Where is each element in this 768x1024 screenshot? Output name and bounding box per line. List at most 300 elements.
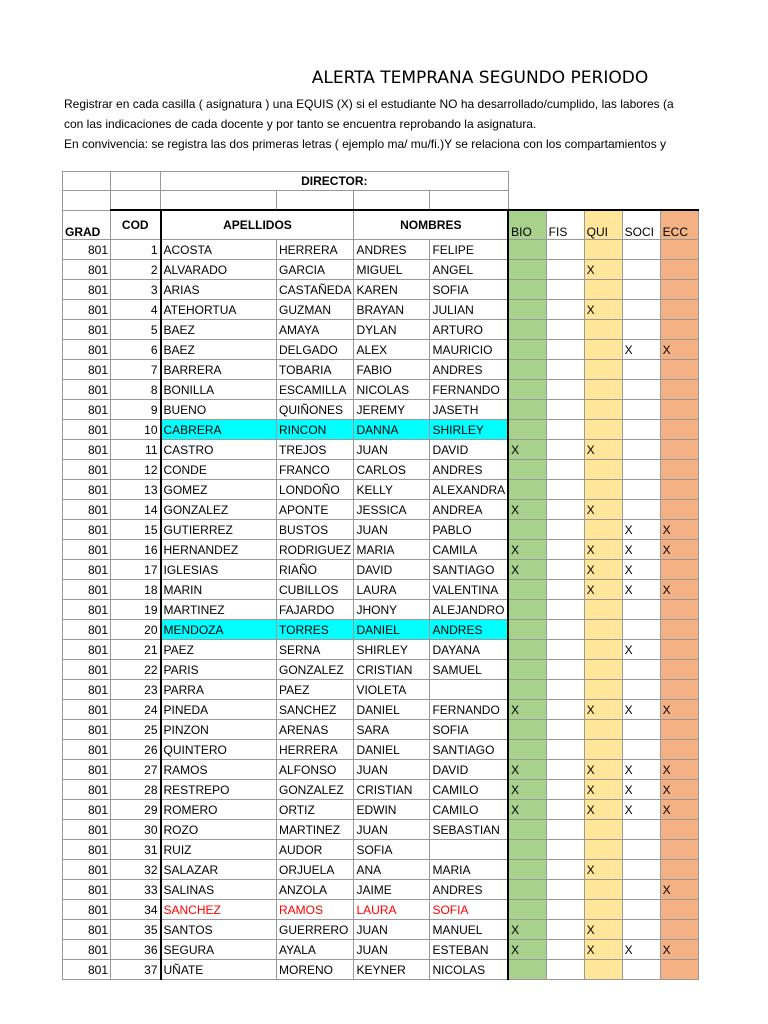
first-name-cell[interactable]: EDWIN [354, 800, 430, 820]
first-name-cell[interactable]: FABIO [354, 360, 430, 380]
grad-cell[interactable]: 801 [63, 620, 111, 640]
second-name-cell[interactable]: ANGEL [430, 260, 508, 280]
grad-cell[interactable]: 801 [63, 440, 111, 460]
second-name-cell[interactable]: ESTEBAN [430, 940, 508, 960]
mark-cell-fis[interactable] [546, 720, 584, 740]
first-surname-cell[interactable]: MARIN [161, 580, 277, 600]
mark-cell-soci[interactable] [622, 880, 660, 900]
mark-cell-fis[interactable] [546, 880, 584, 900]
grad-cell[interactable]: 801 [63, 420, 111, 440]
mark-cell-soci[interactable] [622, 820, 660, 840]
grad-cell[interactable]: 801 [63, 500, 111, 520]
mark-cell-bio[interactable] [508, 740, 546, 760]
second-surname-cell[interactable]: MARTINEZ [277, 820, 354, 840]
first-name-cell[interactable]: LAURA [354, 580, 430, 600]
grad-cell[interactable]: 801 [63, 780, 111, 800]
mark-cell-qui[interactable]: X [584, 780, 622, 800]
cod-cell[interactable]: 25 [111, 720, 161, 740]
mark-cell-bio[interactable]: X [508, 920, 546, 940]
mark-cell-qui[interactable]: X [584, 800, 622, 820]
first-name-cell[interactable]: JHONY [354, 600, 430, 620]
second-surname-cell[interactable]: RAMOS [277, 900, 354, 920]
mark-cell-qui[interactable] [584, 720, 622, 740]
grad-cell[interactable]: 801 [63, 280, 111, 300]
cod-cell[interactable]: 19 [111, 600, 161, 620]
mark-cell-fis[interactable] [546, 320, 584, 340]
mark-cell-qui[interactable] [584, 420, 622, 440]
mark-cell-soci[interactable] [622, 420, 660, 440]
mark-cell-qui[interactable] [584, 360, 622, 380]
mark-cell-soci[interactable] [622, 360, 660, 380]
mark-cell-fis[interactable] [546, 760, 584, 780]
mark-cell-fis[interactable] [546, 640, 584, 660]
cod-cell[interactable]: 36 [111, 940, 161, 960]
mark-cell-ecc[interactable] [660, 480, 698, 500]
cod-cell[interactable]: 34 [111, 900, 161, 920]
second-surname-cell[interactable]: AYALA [277, 940, 354, 960]
mark-cell-bio[interactable] [508, 720, 546, 740]
second-name-cell[interactable]: ARTURO [430, 320, 508, 340]
grad-cell[interactable]: 801 [63, 800, 111, 820]
cell[interactable] [430, 191, 508, 211]
mark-cell-fis[interactable] [546, 580, 584, 600]
first-name-cell[interactable]: DAVID [354, 560, 430, 580]
second-surname-cell[interactable]: BUSTOS [277, 520, 354, 540]
grad-cell[interactable]: 801 [63, 960, 111, 980]
mark-cell-qui[interactable] [584, 960, 622, 980]
first-surname-cell[interactable]: IGLESIAS [161, 560, 277, 580]
first-name-cell[interactable]: ANA [354, 860, 430, 880]
mark-cell-qui[interactable] [584, 740, 622, 760]
cod-cell[interactable]: 23 [111, 680, 161, 700]
first-surname-cell[interactable]: SANTOS [161, 920, 277, 940]
mark-cell-bio[interactable] [508, 820, 546, 840]
second-name-cell[interactable]: SOFIA [430, 900, 508, 920]
second-surname-cell[interactable]: GONZALEZ [277, 780, 354, 800]
cod-cell[interactable]: 9 [111, 400, 161, 420]
first-surname-cell[interactable]: RUIZ [161, 840, 277, 860]
cod-cell[interactable]: 32 [111, 860, 161, 880]
grad-cell[interactable]: 801 [63, 400, 111, 420]
second-surname-cell[interactable]: MORENO [277, 960, 354, 980]
first-name-cell[interactable]: KEYNER [354, 960, 430, 980]
mark-cell-qui[interactable] [584, 480, 622, 500]
mark-cell-soci[interactable] [622, 260, 660, 280]
first-name-cell[interactable]: VIOLETA [354, 680, 430, 700]
mark-cell-fis[interactable] [546, 820, 584, 840]
first-surname-cell[interactable]: PARIS [161, 660, 277, 680]
mark-cell-qui[interactable]: X [584, 500, 622, 520]
mark-cell-qui[interactable] [584, 840, 622, 860]
mark-cell-bio[interactable]: X [508, 500, 546, 520]
mark-cell-ecc[interactable] [660, 680, 698, 700]
mark-cell-fis[interactable] [546, 400, 584, 420]
first-name-cell[interactable]: SARA [354, 720, 430, 740]
mark-cell-qui[interactable]: X [584, 560, 622, 580]
mark-cell-fis[interactable] [546, 300, 584, 320]
cod-cell[interactable]: 16 [111, 540, 161, 560]
mark-cell-bio[interactable] [508, 320, 546, 340]
grad-cell[interactable]: 801 [63, 460, 111, 480]
second-name-cell[interactable]: MANUEL [430, 920, 508, 940]
mark-cell-soci[interactable]: X [622, 560, 660, 580]
mark-cell-qui[interactable] [584, 240, 622, 260]
mark-cell-ecc[interactable] [660, 320, 698, 340]
second-name-cell[interactable]: ANDRES [430, 620, 508, 640]
mark-cell-fis[interactable] [546, 940, 584, 960]
cell[interactable] [111, 172, 161, 191]
mark-cell-qui[interactable] [584, 400, 622, 420]
first-surname-cell[interactable]: SANCHEZ [161, 900, 277, 920]
cod-cell[interactable]: 33 [111, 880, 161, 900]
first-surname-cell[interactable]: SEGURA [161, 940, 277, 960]
cod-cell[interactable]: 14 [111, 500, 161, 520]
mark-cell-qui[interactable]: X [584, 860, 622, 880]
mark-cell-ecc[interactable]: X [660, 700, 698, 720]
mark-cell-fis[interactable] [546, 860, 584, 880]
mark-cell-ecc[interactable]: X [660, 520, 698, 540]
mark-cell-soci[interactable] [622, 620, 660, 640]
grad-cell[interactable]: 801 [63, 580, 111, 600]
cod-cell[interactable]: 30 [111, 820, 161, 840]
grad-cell[interactable]: 801 [63, 740, 111, 760]
second-surname-cell[interactable]: RIAÑO [277, 560, 354, 580]
cod-cell[interactable]: 22 [111, 660, 161, 680]
cell[interactable] [63, 172, 111, 191]
mark-cell-bio[interactable] [508, 900, 546, 920]
second-name-cell[interactable]: ALEXANDRA [430, 480, 508, 500]
mark-cell-bio[interactable] [508, 460, 546, 480]
mark-cell-ecc[interactable] [660, 300, 698, 320]
first-surname-cell[interactable]: CASTRO [161, 440, 277, 460]
second-surname-cell[interactable]: FAJARDO [277, 600, 354, 620]
first-name-cell[interactable]: ALEX [354, 340, 430, 360]
mark-cell-bio[interactable] [508, 600, 546, 620]
mark-cell-fis[interactable] [546, 680, 584, 700]
first-name-cell[interactable]: JUAN [354, 920, 430, 940]
cod-cell[interactable]: 10 [111, 420, 161, 440]
first-name-cell[interactable]: KAREN [354, 280, 430, 300]
mark-cell-ecc[interactable] [660, 860, 698, 880]
mark-cell-fis[interactable] [546, 280, 584, 300]
mark-cell-fis[interactable] [546, 600, 584, 620]
second-name-cell[interactable]: FERNANDO [430, 380, 508, 400]
mark-cell-fis[interactable] [546, 700, 584, 720]
grad-cell[interactable]: 801 [63, 820, 111, 840]
cod-cell[interactable]: 12 [111, 460, 161, 480]
mark-cell-fis[interactable] [546, 340, 584, 360]
grad-cell[interactable]: 801 [63, 560, 111, 580]
second-name-cell[interactable]: CAMILO [430, 780, 508, 800]
cod-cell[interactable]: 3 [111, 280, 161, 300]
cod-cell[interactable]: 28 [111, 780, 161, 800]
cod-cell[interactable]: 15 [111, 520, 161, 540]
second-surname-cell[interactable]: RODRIGUEZ [277, 540, 354, 560]
mark-cell-ecc[interactable] [660, 820, 698, 840]
second-surname-cell[interactable]: CUBILLOS [277, 580, 354, 600]
mark-cell-bio[interactable] [508, 520, 546, 540]
second-surname-cell[interactable]: GONZALEZ [277, 660, 354, 680]
mark-cell-bio[interactable] [508, 360, 546, 380]
first-surname-cell[interactable]: PAEZ [161, 640, 277, 660]
mark-cell-ecc[interactable] [660, 500, 698, 520]
cod-cell[interactable]: 11 [111, 440, 161, 460]
mark-cell-qui[interactable] [584, 820, 622, 840]
mark-cell-ecc[interactable] [660, 920, 698, 940]
first-name-cell[interactable]: JESSICA [354, 500, 430, 520]
second-name-cell[interactable]: DAVID [430, 760, 508, 780]
mark-cell-fis[interactable] [546, 240, 584, 260]
cod-cell[interactable]: 35 [111, 920, 161, 940]
grad-cell[interactable]: 801 [63, 480, 111, 500]
second-name-cell[interactable]: FERNANDO [430, 700, 508, 720]
mark-cell-bio[interactable] [508, 400, 546, 420]
first-name-cell[interactable]: MARIA [354, 540, 430, 560]
cell[interactable] [63, 191, 111, 211]
first-name-cell[interactable]: DANIEL [354, 700, 430, 720]
second-name-cell[interactable]: SANTIAGO [430, 740, 508, 760]
first-name-cell[interactable]: JUAN [354, 760, 430, 780]
second-surname-cell[interactable]: ANZOLA [277, 880, 354, 900]
mark-cell-bio[interactable]: X [508, 800, 546, 820]
grad-cell[interactable]: 801 [63, 700, 111, 720]
second-name-cell[interactable] [430, 840, 508, 860]
second-surname-cell[interactable]: CASTAÑEDA [277, 280, 354, 300]
mark-cell-soci[interactable] [622, 860, 660, 880]
second-name-cell[interactable]: SHIRLEY [430, 420, 508, 440]
grad-cell[interactable]: 801 [63, 640, 111, 660]
mark-cell-fis[interactable] [546, 520, 584, 540]
mark-cell-soci[interactable] [622, 240, 660, 260]
first-name-cell[interactable]: JUAN [354, 820, 430, 840]
mark-cell-fis[interactable] [546, 840, 584, 860]
mark-cell-bio[interactable] [508, 960, 546, 980]
mark-cell-ecc[interactable] [660, 640, 698, 660]
second-name-cell[interactable]: ANDRES [430, 460, 508, 480]
second-surname-cell[interactable]: AUDOR [277, 840, 354, 860]
second-name-cell[interactable]: ANDRES [430, 360, 508, 380]
first-surname-cell[interactable]: BONILLA [161, 380, 277, 400]
second-name-cell[interactable]: SOFIA [430, 280, 508, 300]
grad-cell[interactable]: 801 [63, 340, 111, 360]
mark-cell-fis[interactable] [546, 620, 584, 640]
second-surname-cell[interactable]: HERRERA [277, 240, 354, 260]
second-surname-cell[interactable]: GUERRERO [277, 920, 354, 940]
second-surname-cell[interactable]: DELGADO [277, 340, 354, 360]
mark-cell-soci[interactable] [622, 280, 660, 300]
mark-cell-ecc[interactable] [660, 240, 698, 260]
second-name-cell[interactable]: MARIA [430, 860, 508, 880]
cod-cell[interactable]: 2 [111, 260, 161, 280]
second-name-cell[interactable]: CAMILO [430, 800, 508, 820]
grad-cell[interactable]: 801 [63, 540, 111, 560]
first-name-cell[interactable]: LAURA [354, 900, 430, 920]
mark-cell-ecc[interactable] [660, 620, 698, 640]
grad-cell[interactable]: 801 [63, 240, 111, 260]
first-name-cell[interactable]: KELLY [354, 480, 430, 500]
mark-cell-soci[interactable] [622, 740, 660, 760]
first-surname-cell[interactable]: SALINAS [161, 880, 277, 900]
first-surname-cell[interactable]: MARTINEZ [161, 600, 277, 620]
mark-cell-bio[interactable]: X [508, 540, 546, 560]
cod-cell[interactable]: 20 [111, 620, 161, 640]
first-name-cell[interactable]: NICOLAS [354, 380, 430, 400]
mark-cell-soci[interactable] [622, 720, 660, 740]
first-surname-cell[interactable]: ACOSTA [161, 240, 277, 260]
mark-cell-fis[interactable] [546, 480, 584, 500]
mark-cell-bio[interactable] [508, 860, 546, 880]
second-surname-cell[interactable]: ORTIZ [277, 800, 354, 820]
second-surname-cell[interactable]: AMAYA [277, 320, 354, 340]
second-surname-cell[interactable]: GARCIA [277, 260, 354, 280]
mark-cell-bio[interactable]: X [508, 760, 546, 780]
mark-cell-fis[interactable] [546, 540, 584, 560]
first-surname-cell[interactable]: UÑATE [161, 960, 277, 980]
first-surname-cell[interactable]: GONZALEZ [161, 500, 277, 520]
mark-cell-fis[interactable] [546, 440, 584, 460]
mark-cell-qui[interactable] [584, 880, 622, 900]
mark-cell-ecc[interactable] [660, 840, 698, 860]
second-name-cell[interactable]: FELIPE [430, 240, 508, 260]
second-surname-cell[interactable]: RINCON [277, 420, 354, 440]
mark-cell-ecc[interactable] [660, 260, 698, 280]
second-name-cell[interactable]: MAURICIO [430, 340, 508, 360]
mark-cell-fis[interactable] [546, 800, 584, 820]
second-surname-cell[interactable]: HERRERA [277, 740, 354, 760]
second-name-cell[interactable]: DAYANA [430, 640, 508, 660]
first-surname-cell[interactable]: SALAZAR [161, 860, 277, 880]
grad-cell[interactable]: 801 [63, 360, 111, 380]
grad-cell[interactable]: 801 [63, 720, 111, 740]
first-surname-cell[interactable]: RESTREPO [161, 780, 277, 800]
mark-cell-bio[interactable] [508, 660, 546, 680]
mark-cell-soci[interactable] [622, 960, 660, 980]
first-surname-cell[interactable]: RAMOS [161, 760, 277, 780]
second-surname-cell[interactable]: ESCAMILLA [277, 380, 354, 400]
second-surname-cell[interactable]: TOBARIA [277, 360, 354, 380]
grad-cell[interactable]: 801 [63, 260, 111, 280]
cod-cell[interactable]: 26 [111, 740, 161, 760]
grad-cell[interactable]: 801 [63, 900, 111, 920]
first-surname-cell[interactable]: CONDE [161, 460, 277, 480]
grad-cell[interactable]: 801 [63, 940, 111, 960]
second-name-cell[interactable]: SAMUEL [430, 660, 508, 680]
mark-cell-ecc[interactable]: X [660, 940, 698, 960]
mark-cell-ecc[interactable]: X [660, 760, 698, 780]
first-surname-cell[interactable]: BAEZ [161, 340, 277, 360]
mark-cell-bio[interactable] [508, 380, 546, 400]
mark-cell-qui[interactable] [584, 680, 622, 700]
mark-cell-soci[interactable] [622, 840, 660, 860]
first-name-cell[interactable]: BRAYAN [354, 300, 430, 320]
first-name-cell[interactable]: DANIEL [354, 620, 430, 640]
grad-cell[interactable]: 801 [63, 300, 111, 320]
cod-cell[interactable]: 4 [111, 300, 161, 320]
mark-cell-bio[interactable] [508, 480, 546, 500]
mark-cell-bio[interactable]: X [508, 440, 546, 460]
grad-cell[interactable]: 801 [63, 320, 111, 340]
second-surname-cell[interactable]: GUZMAN [277, 300, 354, 320]
mark-cell-bio[interactable] [508, 880, 546, 900]
first-surname-cell[interactable]: ATEHORTUA [161, 300, 277, 320]
mark-cell-fis[interactable] [546, 740, 584, 760]
mark-cell-fis[interactable] [546, 900, 584, 920]
first-surname-cell[interactable]: GOMEZ [161, 480, 277, 500]
mark-cell-soci[interactable] [622, 440, 660, 460]
mark-cell-soci[interactable]: X [622, 700, 660, 720]
cell[interactable] [354, 191, 430, 211]
mark-cell-bio[interactable] [508, 340, 546, 360]
mark-cell-ecc[interactable] [660, 400, 698, 420]
first-surname-cell[interactable]: CABRERA [161, 420, 277, 440]
second-surname-cell[interactable]: TREJOS [277, 440, 354, 460]
second-surname-cell[interactable]: FRANCO [277, 460, 354, 480]
mark-cell-bio[interactable] [508, 680, 546, 700]
cod-cell[interactable]: 5 [111, 320, 161, 340]
mark-cell-soci[interactable] [622, 400, 660, 420]
first-name-cell[interactable]: SHIRLEY [354, 640, 430, 660]
second-surname-cell[interactable]: APONTE [277, 500, 354, 520]
first-name-cell[interactable]: SOFIA [354, 840, 430, 860]
first-surname-cell[interactable]: PARRA [161, 680, 277, 700]
mark-cell-ecc[interactable] [660, 380, 698, 400]
mark-cell-ecc[interactable] [660, 740, 698, 760]
mark-cell-soci[interactable]: X [622, 780, 660, 800]
mark-cell-soci[interactable] [622, 480, 660, 500]
mark-cell-bio[interactable] [508, 260, 546, 280]
first-surname-cell[interactable]: ROMERO [161, 800, 277, 820]
mark-cell-fis[interactable] [546, 780, 584, 800]
mark-cell-fis[interactable] [546, 920, 584, 940]
mark-cell-soci[interactable] [622, 660, 660, 680]
mark-cell-bio[interactable] [508, 280, 546, 300]
first-name-cell[interactable]: CRISTIAN [354, 780, 430, 800]
mark-cell-ecc[interactable]: X [660, 580, 698, 600]
cod-cell[interactable]: 37 [111, 960, 161, 980]
mark-cell-soci[interactable]: X [622, 580, 660, 600]
first-name-cell[interactable]: JUAN [354, 440, 430, 460]
mark-cell-qui[interactable] [584, 380, 622, 400]
mark-cell-qui[interactable]: X [584, 540, 622, 560]
first-name-cell[interactable]: DANNA [354, 420, 430, 440]
second-name-cell[interactable]: JASETH [430, 400, 508, 420]
mark-cell-qui[interactable]: X [584, 760, 622, 780]
mark-cell-qui[interactable] [584, 280, 622, 300]
mark-cell-bio[interactable]: X [508, 700, 546, 720]
first-surname-cell[interactable]: BARRERA [161, 360, 277, 380]
mark-cell-fis[interactable] [546, 660, 584, 680]
cod-cell[interactable]: 1 [111, 240, 161, 260]
mark-cell-qui[interactable]: X [584, 260, 622, 280]
mark-cell-soci[interactable] [622, 900, 660, 920]
grad-cell[interactable]: 801 [63, 520, 111, 540]
grad-cell[interactable]: 801 [63, 760, 111, 780]
mark-cell-soci[interactable] [622, 920, 660, 940]
mark-cell-qui[interactable] [584, 320, 622, 340]
second-surname-cell[interactable]: LONDOÑO [277, 480, 354, 500]
mark-cell-qui[interactable] [584, 900, 622, 920]
mark-cell-qui[interactable]: X [584, 440, 622, 460]
second-name-cell[interactable] [430, 680, 508, 700]
mark-cell-ecc[interactable] [660, 960, 698, 980]
second-name-cell[interactable]: ALEJANDRO [430, 600, 508, 620]
second-name-cell[interactable]: CAMILA [430, 540, 508, 560]
first-surname-cell[interactable]: ARIAS [161, 280, 277, 300]
mark-cell-soci[interactable]: X [622, 940, 660, 960]
second-name-cell[interactable]: ANDREA [430, 500, 508, 520]
cod-cell[interactable]: 24 [111, 700, 161, 720]
mark-cell-ecc[interactable] [660, 600, 698, 620]
